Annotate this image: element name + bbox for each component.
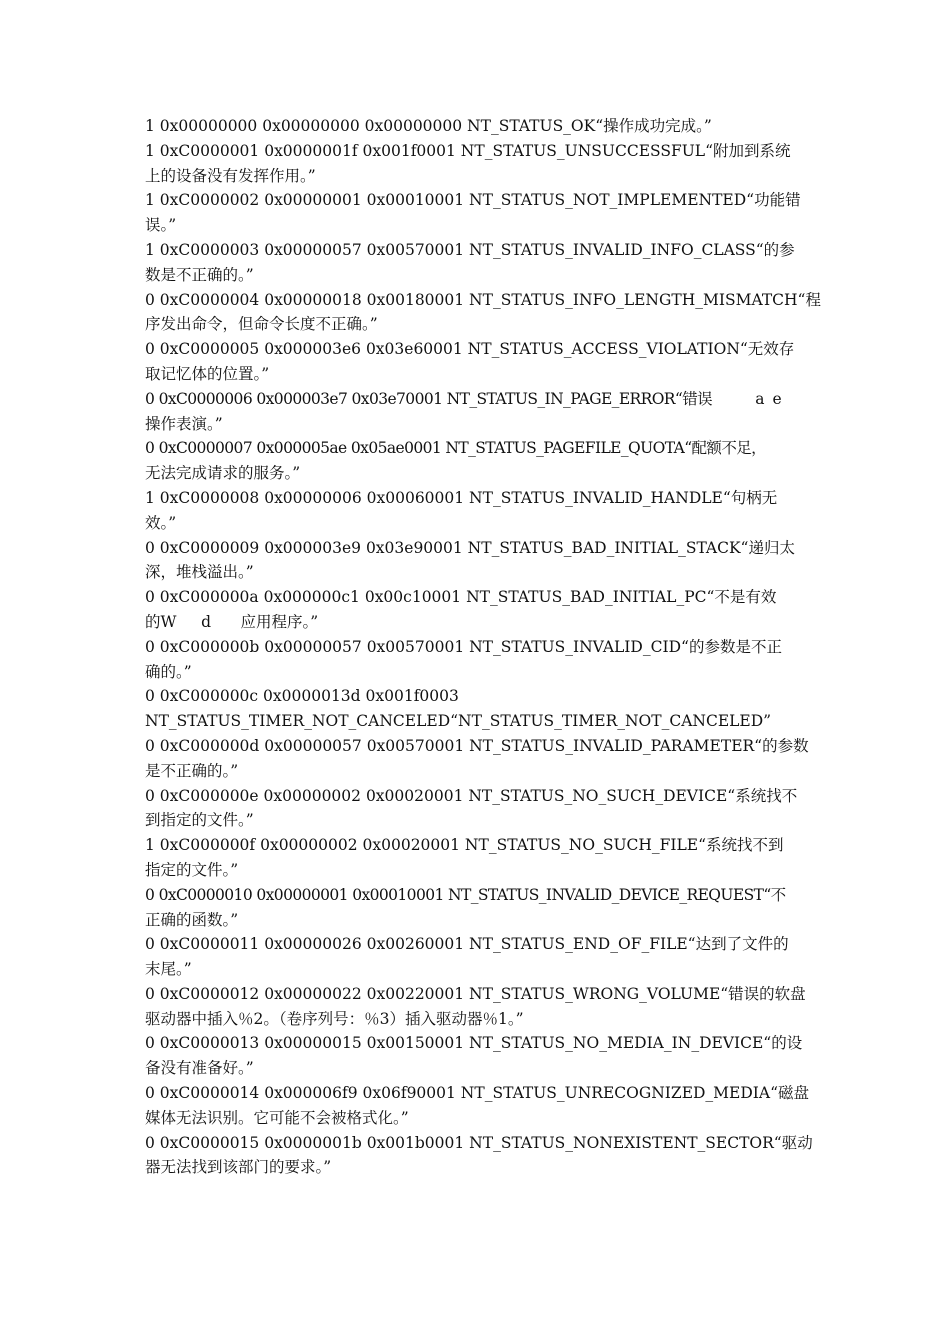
text-line: 0 0xC0000014 0x000006f9 0x06f90001 NT_STATUS_UNRECOGNIZED_MEDIA“磁盘	[145, 1084, 810, 1103]
text-line: 0 0xC0000006 0x000003e7 0x03e70001 NT_STATUS_IN_PAGE_ERROR“错误 a e	[145, 389, 782, 408]
text-line: 确的。”	[145, 662, 192, 681]
text-line: 深，堆栈溢出。”	[145, 563, 254, 582]
text-line: 无法完成请求的服务。”	[145, 464, 301, 483]
text-line: 是不正确的。”	[145, 761, 239, 780]
text-line: 0 0xC0000013 0x00000015 0x00150001 NT_STATUS_NO_MEDIA_IN_DEVICE“的设	[145, 1034, 803, 1053]
text-line: 器无法找到该部门的要求。”	[145, 1158, 332, 1177]
text-line: 1 0xC0000002 0x00000001 0x00010001 NT_STATUS_NOT_IMPLEMENTED“功能错	[145, 191, 801, 210]
text-line: 上的设备没有发挥作用。”	[145, 166, 316, 185]
text-line: 0 0xC000000c 0x0000013d 0x001f0003	[145, 687, 459, 706]
text-line: 1 0xC000000f 0x00000002 0x00020001 NT_STATUS_NO_SUCH_FILE“系统找不到	[145, 836, 784, 855]
text-line: 误。”	[145, 216, 177, 235]
text-line: 0 0xC000000d 0x00000057 0x00570001 NT_STATUS_INVALID_PARAMETER“的参数	[145, 736, 809, 755]
text-line: 操作表演。”	[145, 414, 223, 433]
text-line: 到指定的文件。”	[145, 811, 254, 830]
text-line: 0 0xC0000005 0x000003e6 0x03e60001 NT_STATUS_ACCESS_VIOLATION“无效存	[145, 340, 795, 359]
text-line: 0 0xC0000011 0x00000026 0x00260001 NT_STATUS_END_OF_FILE“达到了文件的	[145, 935, 789, 954]
text-line: 取记忆体的位置。”	[145, 364, 270, 383]
text-line: 末尾。”	[145, 960, 192, 979]
text-line: NT_STATUS_TIMER_NOT_CANCELED“NT_STATUS_TIMER_NOT_CANCELED”	[145, 712, 772, 731]
text-line: 数是不正确的。”	[145, 265, 254, 284]
text-line: 0 0xC000000a 0x000000c1 0x00c10001 NT_STATUS_BAD_INITIAL_PC“不是有效	[145, 588, 777, 607]
text-line: 0 0xC0000010 0x00000001 0x00010001 NT_STATUS_INVALID_DEVICE_REQUEST“不	[145, 885, 786, 904]
text-line: 1 0x00000000 0x00000000 0x00000000 NT_STATUS_OK“操作成功完成。”	[145, 117, 712, 135]
text-line: 0 0xC000000b 0x00000057 0x00570001 NT_STATUS_INVALID_CID“的参数是不正	[145, 637, 782, 656]
text-line: 1 0xC0000001 0x0000001f 0x001f0001 NT_STATUS_UNSUCCESSFUL“附加到系统	[145, 141, 791, 160]
text-line: 1 0xC0000003 0x00000057 0x00570001 NT_STATUS_INVALID_INFO_CLASS“的参	[145, 240, 795, 259]
document-body	[145, 114, 850, 1180]
text-line: 备没有准备好。”	[145, 1059, 254, 1078]
text-line: 效。”	[145, 513, 177, 532]
text-line: 0 0xC0000004 0x00000018 0x00180001 NT_STATUS_INFO_LENGTH_MISMATCH“程	[145, 290, 821, 309]
text-line: 1 0xC0000008 0x00000006 0x00060001 NT_STATUS_INVALID_HANDLE“句柄无	[145, 488, 778, 507]
text-line: 媒体无法识别。它可能不会被格式化。”	[145, 1108, 409, 1127]
text-line: 驱动器中插入％2。（卷序列号：％3）插入驱动器％1。”	[145, 1009, 524, 1028]
text-line: 0 0xC0000015 0x0000001b 0x001b0001 NT_STATUS_NONEXISTENT_SECTOR“驱动	[145, 1133, 813, 1152]
text-line: 正确的函数。”	[145, 910, 239, 929]
text-line: 0 0xC0000007 0x000005ae 0x05ae0001 NT_STATUS_PAGEFILE_QUOTA“配额不足，	[145, 439, 767, 458]
text-line: 0 0xC0000009 0x000003e9 0x03e90001 NT_STATUS_BAD_INITIAL_STACK“递归太	[145, 538, 795, 557]
text-line: 指定的文件。”	[145, 860, 239, 879]
text-line: 0 0xC000000e 0x00000002 0x00020001 NT_STATUS_NO_SUCH_DEVICE“系统找不	[145, 786, 798, 805]
text-line: 的W d 应用程序。”	[145, 612, 319, 631]
text-line: 0 0xC0000012 0x00000022 0x00220001 NT_STATUS_WRONG_VOLUME“错误的软盘	[145, 984, 806, 1003]
text-line: 序发出命令，但命令长度不正确。”	[145, 315, 378, 334]
